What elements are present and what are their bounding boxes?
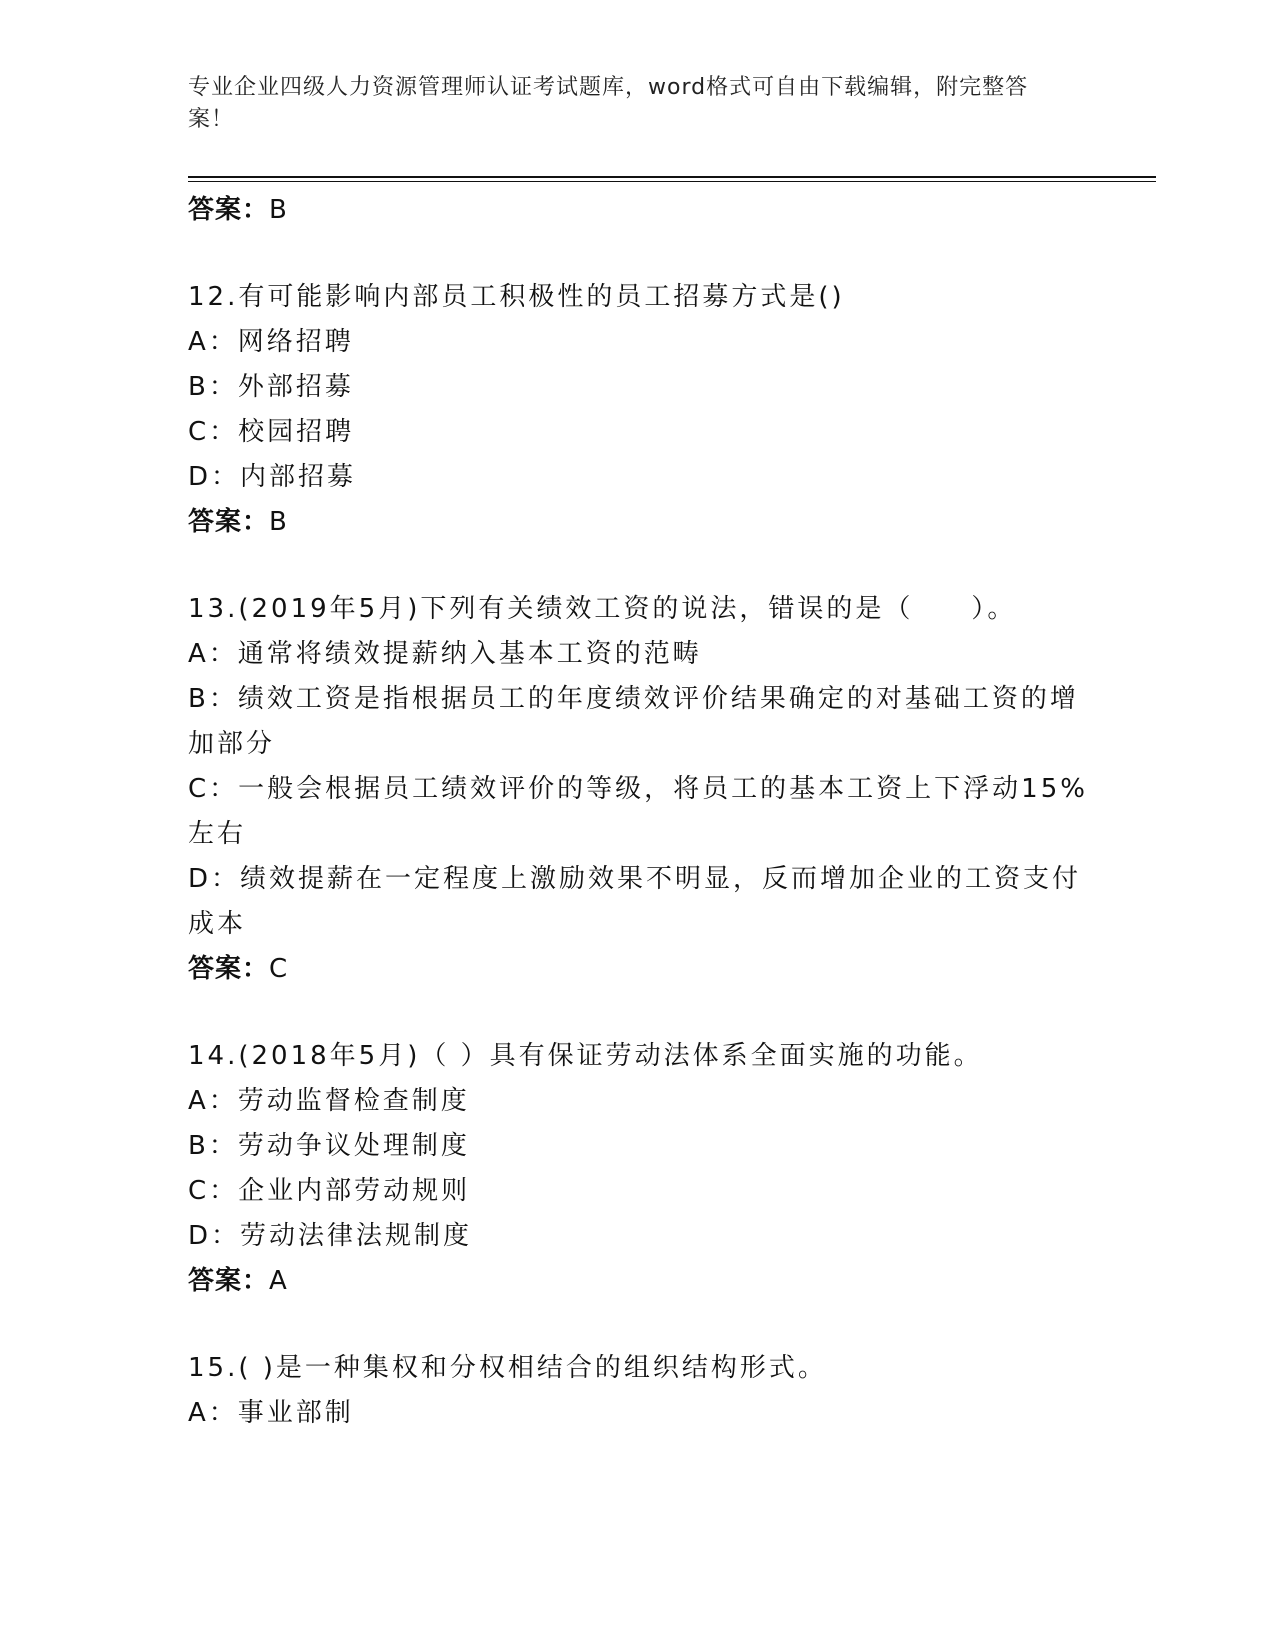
question-stem: 14.(2018年5月)（ ）具有保证劳动法体系全面实施的功能。	[188, 1041, 983, 1071]
answer-line	[188, 500, 1088, 545]
answer-value: B	[269, 507, 288, 537]
document-header: 专业企业四级人力资源管理师认证考试题库，word格式可自由下载编辑，附完整答案！	[188, 75, 1029, 132]
option-c: C：企业内部劳动规则	[188, 1176, 471, 1206]
option-a: A：事业部制	[188, 1398, 354, 1428]
option-a: A：网络招聘	[188, 327, 354, 357]
option-c: C：一般会根据员工绩效评价的等级，将员工的基本工资上下浮动15%	[188, 774, 1088, 804]
option-b: B：外部招募	[188, 372, 354, 402]
answer-line	[188, 1259, 1088, 1304]
option-b-continued: 加部分	[188, 729, 276, 759]
option-d: D：内部招募	[188, 462, 357, 492]
option-b: B：绩效工资是指根据员工的年度绩效评价结果确定的对基础工资的增	[188, 684, 1079, 714]
answer-line	[188, 947, 1088, 992]
option-a: A：劳动监督检查制度	[188, 1086, 470, 1116]
answer-value: A	[269, 1266, 288, 1296]
answer-line	[188, 188, 1088, 233]
answer-label: 答案：	[188, 954, 270, 984]
question-block	[188, 275, 1088, 545]
header-divider	[188, 176, 1156, 178]
question-block	[188, 587, 1088, 992]
option-c-continued: 左右	[188, 819, 247, 849]
question-block	[188, 1346, 1088, 1436]
question-block	[188, 1034, 1088, 1304]
header-divider-thin	[188, 181, 1156, 182]
answer-label: 答案：	[188, 507, 270, 537]
answer-value: B	[269, 195, 288, 225]
answer-value: C	[269, 954, 289, 984]
question-stem: 13.(2019年5月)下列有关绩效工资的说法，错误的是（ ）。	[188, 594, 1017, 624]
option-d: D：劳动法律法规制度	[188, 1221, 473, 1251]
question-list	[188, 188, 1088, 1436]
option-a: A：通常将绩效提薪纳入基本工资的范畴	[188, 639, 702, 669]
option-d: D：绩效提薪在一定程度上激励效果不明显，反而增加企业的工资支付	[188, 864, 1082, 894]
option-c: C：校园招聘	[188, 417, 355, 447]
question-stem: 15.( )是一种集权和分权相结合的组织结构形式。	[188, 1353, 827, 1383]
option-d-continued: 成本	[188, 909, 247, 939]
option-b: B：劳动争议处理制度	[188, 1131, 470, 1161]
question-stem: 12.有可能影响内部员工积极性的员工招募方式是()	[188, 282, 845, 312]
answer-label: 答案：	[188, 195, 270, 225]
answer-label: 答案：	[188, 1266, 270, 1296]
